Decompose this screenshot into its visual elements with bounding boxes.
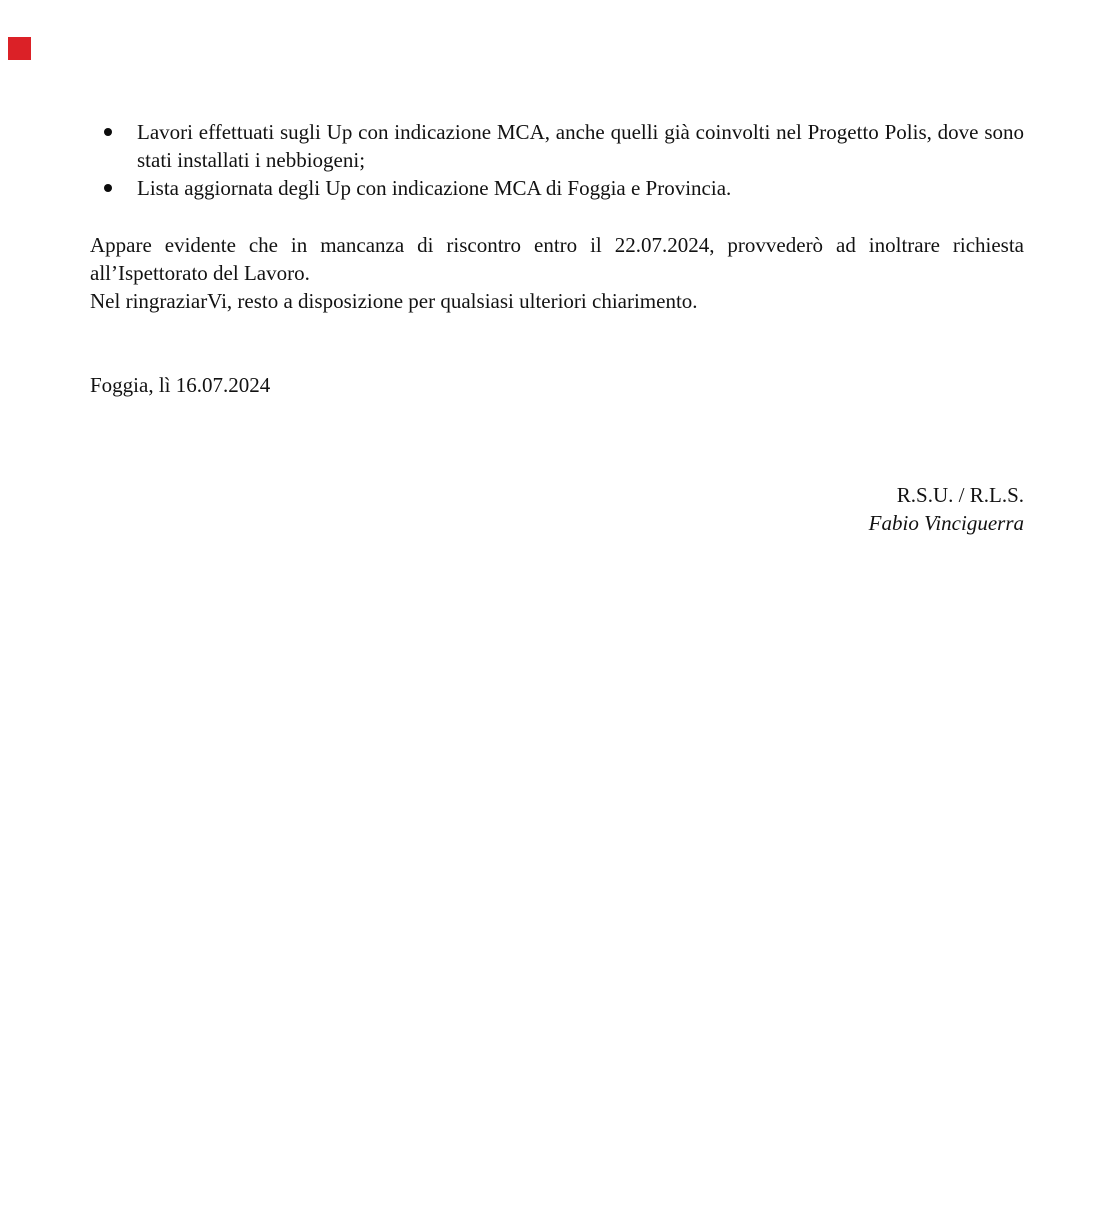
paragraph xyxy=(90,287,1024,315)
paragraph-line: Appare evidente che in mancanza di riscontro entro il 22.07.2024, provvederò ad inoltrare richiesta xyxy=(90,233,1024,257)
bullet-text-line: Lista aggiornata degli Up con indicazione MCA di Foggia e Provincia. xyxy=(137,176,732,200)
paragraph-line: all’Ispettorato del Lavoro. xyxy=(90,261,310,285)
bullet-icon xyxy=(104,184,112,192)
signature-block xyxy=(90,481,1024,537)
paragraph-line: Nel ringraziarVi, resto a disposizione per qualsiasi ulteriori chiarimento. xyxy=(90,289,698,313)
signature-name: Fabio Vinciguerra xyxy=(868,511,1024,535)
bullet-icon xyxy=(104,128,112,136)
bullet-text-line: Lavori effettuati sugli Up con indicazione MCA, anche quelli già coinvolti nel Progetto Polis, dove sono xyxy=(137,120,1024,144)
record-indicator-square xyxy=(8,37,31,60)
dateline: Foggia, lì 16.07.2024 xyxy=(90,373,271,397)
letter-body xyxy=(90,118,1024,537)
paragraph xyxy=(90,231,1024,287)
bullet-list xyxy=(90,118,1024,202)
bullet-item xyxy=(90,174,1024,202)
signature-role: R.S.U. / R.L.S. xyxy=(896,483,1024,507)
bullet-item xyxy=(90,118,1024,174)
bullet-text-line: stati installati i nebbiogeni; xyxy=(137,148,366,172)
